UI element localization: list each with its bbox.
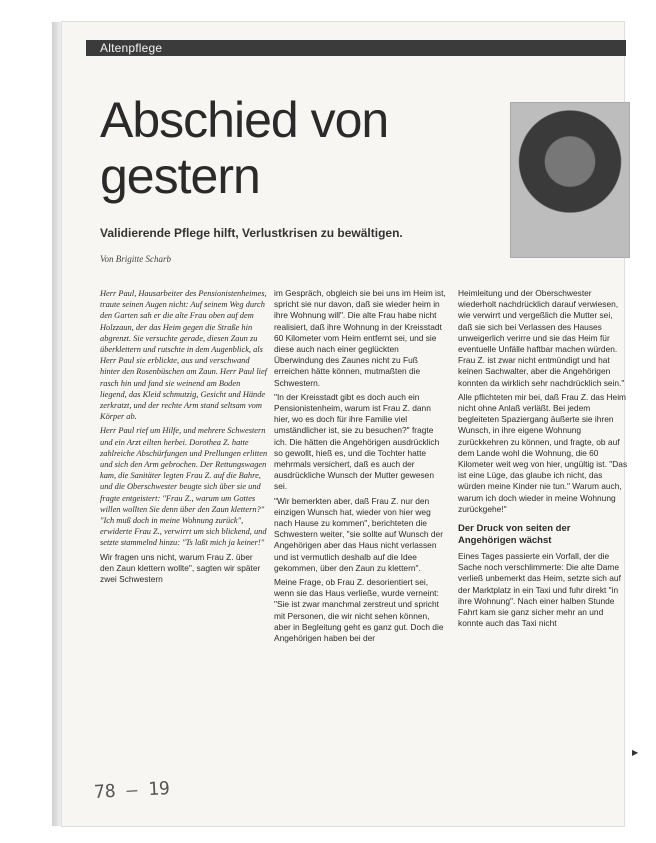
paragraph: im Gespräch, obgleich sie bei uns im Heim ist, spricht sie nur davon, daß sie wieder heim in ihre Wohnung will". Die alte Frau habe nicht realisiert, daß ihre Wohnung in der Kreisstadt 60 Kilometer vom Heim entfernt sei, und sie diese auch nach einer geglückten Überwindung des Zaunes nicht zu Fuß erreichen hätte können, mutmaßten die Schwestern. bbox=[274, 288, 446, 388]
title-line-2: gestern bbox=[100, 148, 260, 204]
section-bar bbox=[86, 40, 626, 56]
section-heading: Der Druck von seiten der Angehörigen wächst bbox=[458, 523, 571, 547]
paragraph: "Wir bemerkten aber, daß Frau Z. nur den einzigen Wunsch hat, wieder von hier weg nach Hause zu kommen", berichteten die Schwestern weiter, "sie sollte auf Wunsch der Angehörigen aber das Haus nicht verlassen und ist vermutlich deshalb auf die Idee gekommen, über den Zaun zu klettern". bbox=[274, 495, 443, 573]
article-subtitle: Validierende Pflege hilft, Verlustkrisen zu bewältigen. bbox=[100, 226, 403, 240]
paragraph: "In der Kreisstadt gibt es doch auch ein Pensionistenheim, warum ist Frau Z. dann hier, wo es doch für ihre Familie viel umständlicher ist, sie zu besuchen?" fragte ich. Die hätten die Angehörigen ausdrücklich so gewollt, hieß es, und die Tochter hatte mehrmals versichert, daß es auch der ausdrückliche Wunsch der Mutter gewesen sei. bbox=[274, 391, 440, 492]
paragraph: Heimleitung und der Oberschwester wiederholt nachdrücklich darauf verwiesen, wie verwirrt und vergeßlich die Mutter sei, daß sie sich bei Verlassen des Hauses unweigerlich verirre und sie das Heim für eventuelle Unfälle haftbar machen würden. Frau Z. ist zwar nicht entmündigt und hat keinen Sachwalter, aber die Angehörigen konnten da wirklich sehr nachdrücklich sein." bbox=[458, 288, 625, 388]
paragraph: Alle pflichteten mir bei, daß Frau Z. das Heim nicht ohne Anlaß verläßt. Bei jedem begleiteten Spaziergang äußerte sie ihren Wunsch, in ihre eigene Wohnung zurückkehren zu können, und fragte, ob auf dem Lande wohl die Wohnung, die 60 Kilometer weit weg von hier, ungültig ist. "Das ist eine Lüge, das glaube ich nicht, das würden meine Kinder nie tun." Warum auch, warum ich doch wieder in meine Wohnung zurückgehe!" bbox=[458, 391, 628, 514]
paragraph: Meine Frage, ob Frau Z. desorientiert sei, wenn sie das Haus verließe, wurde verneint: "Sie ist zwar manchmal zerstreut und spricht mit Personen, die wir nicht sehen können, aber in Begleitung geht es ganz gut. Doch die Angehörigen haben bei der bbox=[274, 577, 444, 644]
column-3 bbox=[458, 288, 628, 632]
paragraph: Wir fragen uns nicht, warum Frau Z. über den Zaun klettern wollte", sagten wir später zwei Schwestern bbox=[100, 551, 261, 585]
binding-edge bbox=[52, 22, 62, 826]
paragraph: Eines Tages passierte ein Vorfall, der die Sache noch verschlimmerte: Die alte Dame verließ unbemerkt das Heim, setzte sich auf der Marktplatz in ein Taxi und fuhr direkt "in ihre Wohnung". Nach einer halben Stunde Fahrt kam sie ganz sicher mehr an und konnte auch das Taxi nicht bbox=[458, 551, 621, 629]
continue-arrow-icon: ▶ bbox=[632, 748, 639, 757]
handwritten-note: 78 – 19 bbox=[93, 778, 171, 803]
section-label: Altenpflege bbox=[100, 41, 163, 55]
paragraph: Herr Paul rief um Hilfe, und mehrere Schwestern und ein Arzt eilten herbei. Dorothea Z. hatte zahlreiche Abschürfungen und Prellungen erlitten und sich den Arm gebrochen. Der Rettungswagen kam, die Sanitäter legten Frau Z. auf die Bahre, und die Oberschwester beugte sich über sie und fragte entgeistert: "Frau Z., warum um Gottes willen wollten Sie denn über den Zaun klettern?" "Ich muß doch in meine Wohnung zurück", erwiderte Frau Z., verwirrt um sich blickend, und setzte stammelnd hinzu: "Ts laßt mich ja keiner!" bbox=[100, 426, 268, 548]
column-1 bbox=[100, 288, 268, 588]
column-2 bbox=[274, 288, 446, 647]
title-line-1: Abschied von bbox=[100, 92, 389, 148]
paragraph: Herr Paul, Hausarbeiter des Pensionistenheimes, traute seinen Augen nicht: Auf seinem Weg durch den Garten sah er die alte Frau oben auf dem Holzzaun, der das Heim gegen die Straße hin abgrenzt. Sie versuchte gerade, diesen Zaun zu überklettern und rutschte in dem Augenblick, als Herr Paul sie erblickte, aus und verschwand hinter den Rosenbüschen am Zaun. Herr Paul lief rasch hin und fand sie weinend am Boden liegend, das Kleid schmutzig, Gesicht und Hände zerkratzt, und der rechte Arm stand seltsam vom Körper ab. bbox=[100, 289, 268, 422]
author-photo bbox=[510, 102, 630, 258]
article-title bbox=[100, 92, 388, 204]
byline: Von Brigitte Scharb bbox=[100, 254, 171, 264]
